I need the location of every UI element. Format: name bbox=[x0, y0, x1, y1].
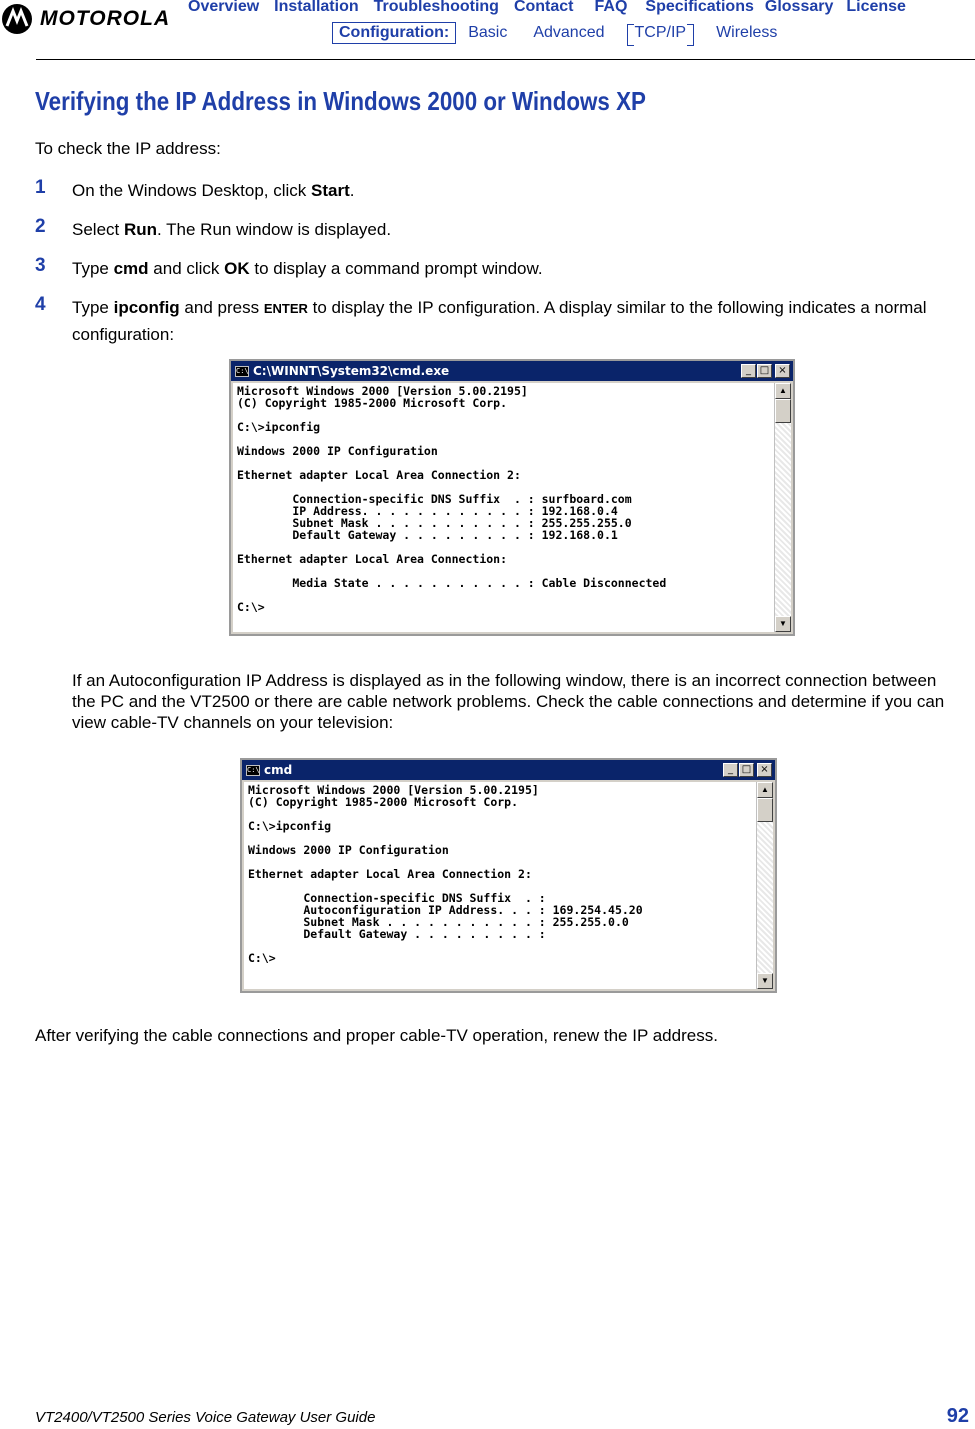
step-number: 1 bbox=[35, 177, 46, 198]
console-output: Microsoft Windows 2000 [Version 5.00.2195] (C) Copyright 1985-2000 Microsoft Corp. C:\>ipconfig Windows 2000 IP Configuration Ethernet adapter Local Area Connection 2: Connection-specific DNS Suffix . : Autoconfiguration IP Address. . . : 169.254.45.20 Subnet Mask . . . . . . . . . . . : 255.255.0.0 Default Gateway . . . . . . . . . : C:\> bbox=[244, 782, 756, 989]
nav-basic[interactable]: Basic bbox=[468, 24, 508, 41]
logo-wordmark: MOTOROLA bbox=[40, 7, 171, 30]
step-number: 3 bbox=[35, 255, 46, 276]
step-number: 2 bbox=[35, 216, 46, 237]
nav-tcpip[interactable]: TCP/IP bbox=[631, 24, 691, 42]
maximize-button[interactable]: □ bbox=[739, 763, 754, 777]
scroll-thumb[interactable] bbox=[775, 399, 791, 423]
step-4 bbox=[35, 295, 965, 348]
nav-specifications[interactable]: Specifications bbox=[645, 0, 754, 15]
step-text: and press bbox=[179, 298, 264, 317]
config-nav bbox=[332, 22, 803, 44]
step-bold: Start bbox=[311, 181, 350, 200]
step-text: to display a command prompt window. bbox=[249, 259, 543, 278]
minimize-button[interactable]: _ bbox=[741, 364, 756, 378]
scroll-up-icon[interactable]: ▲ bbox=[775, 383, 791, 399]
nav-overview[interactable]: Overview bbox=[188, 0, 260, 15]
cmd-window-autoconfig bbox=[240, 758, 777, 993]
nav-wireless[interactable]: Wireless bbox=[716, 24, 778, 41]
top-nav bbox=[188, 0, 921, 16]
step-1 bbox=[35, 178, 965, 204]
motorola-batwing-icon bbox=[2, 4, 32, 34]
window-titlebar bbox=[242, 760, 775, 780]
step-text: to display the IP configuration. A display similar to the following indicates a normal configuration: bbox=[72, 298, 927, 344]
nav-installation[interactable]: Installation bbox=[274, 0, 359, 15]
scroll-down-icon[interactable]: ▼ bbox=[775, 616, 791, 632]
nav-configuration[interactable]: Configuration: bbox=[332, 22, 456, 44]
closing-paragraph: After verifying the cable connections and proper cable-TV operation, renew the IP address. bbox=[35, 1026, 718, 1045]
window-title: C:\WINNT\System32\cmd.exe bbox=[253, 364, 450, 378]
minimize-button[interactable]: _ bbox=[723, 763, 738, 777]
step-2 bbox=[35, 217, 965, 243]
step-text: and click bbox=[148, 259, 225, 278]
step-text: On the Windows Desktop, click bbox=[72, 181, 312, 200]
step-bold: cmd bbox=[113, 259, 149, 278]
scroll-down-icon[interactable]: ▼ bbox=[757, 973, 773, 989]
nav-advanced[interactable]: Advanced bbox=[533, 24, 605, 41]
scroll-thumb[interactable] bbox=[757, 798, 773, 822]
step-3 bbox=[35, 256, 965, 282]
motorola-logo bbox=[2, 4, 170, 34]
autoconfig-paragraph: If an Autoconfiguration IP Address is displayed as in the following window, there is an incorrect connection between the PC and the VT2500 or there are cable network problems. Check the cable connections and determine if you can view cable-TV channels on your television: bbox=[72, 671, 945, 732]
window-titlebar bbox=[231, 361, 793, 381]
page-number: 92 bbox=[946, 1405, 969, 1427]
console-output: Microsoft Windows 2000 [Version 5.00.2195] (C) Copyright 1985-2000 Microsoft Corp. C:\>ipconfig Windows 2000 IP Configuration Ethernet adapter Local Area Connection 2: Connection-specific DNS Suffix . : surfboard.com IP Address. . . . . . . . . . . . : 192.168.0.4 Subnet Mask . . . . . . . . . . . : 255.255.255.0 Default Gateway . . . . . . . . . : 192.168.0.1 Ethernet adapter Local Area Connection: Media State . . . . . . . . . . . : Cable Disconnected C:\> bbox=[233, 383, 774, 632]
scroll-up-icon[interactable]: ▲ bbox=[757, 782, 773, 798]
footer-guide-title: VT2400/VT2500 Series Voice Gateway User Guide bbox=[35, 1409, 376, 1426]
nav-contact[interactable]: Contact bbox=[513, 0, 574, 15]
cmd-window-normal bbox=[229, 359, 795, 636]
close-button[interactable]: × bbox=[775, 364, 790, 378]
nav-glossary[interactable]: Glossary bbox=[764, 0, 834, 15]
step-text: Type bbox=[72, 259, 114, 278]
scrollbar[interactable] bbox=[774, 383, 791, 632]
step-bold: ipconfig bbox=[113, 298, 180, 317]
enter-key-label: ENTER bbox=[263, 301, 308, 316]
step-number: 4 bbox=[35, 294, 46, 315]
step-text: Select bbox=[72, 220, 124, 239]
close-button[interactable]: × bbox=[757, 763, 772, 777]
step-text: . bbox=[349, 181, 355, 200]
nav-license[interactable]: License bbox=[846, 0, 906, 15]
step-bold: OK bbox=[224, 259, 250, 278]
step-text: . The Run window is displayed. bbox=[157, 220, 392, 239]
step-bold: Run bbox=[123, 220, 158, 239]
cmd-icon: C:\ bbox=[247, 765, 260, 774]
nav-troubleshooting[interactable]: Troubleshooting bbox=[373, 0, 499, 15]
cmd-icon: C:\ bbox=[236, 366, 249, 375]
page-title: Verifying the IP Address in Windows 2000 or Windows XP bbox=[35, 86, 646, 116]
intro-text: To check the IP address: bbox=[35, 139, 221, 158]
nav-faq[interactable]: FAQ bbox=[594, 0, 628, 15]
header-divider bbox=[36, 59, 975, 60]
step-text: Type bbox=[72, 298, 114, 317]
scrollbar[interactable] bbox=[756, 782, 773, 989]
maximize-button[interactable]: □ bbox=[757, 364, 772, 378]
window-title: cmd bbox=[264, 763, 293, 777]
